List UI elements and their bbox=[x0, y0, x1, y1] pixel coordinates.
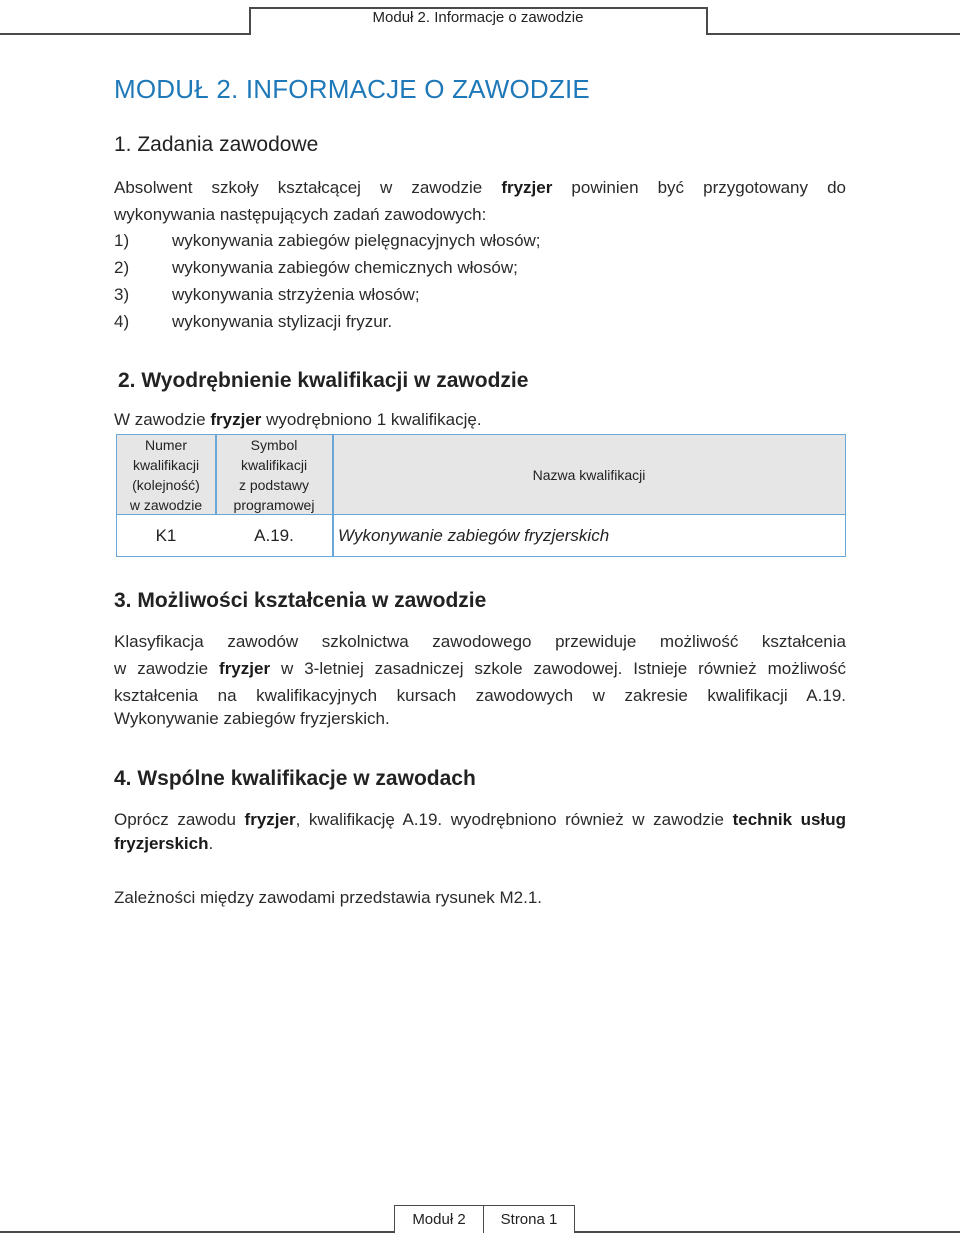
header-title: Moduł 2. Informacje o zawodzie bbox=[372, 9, 584, 26]
section2-number: 2. bbox=[118, 369, 136, 392]
qualifications-table bbox=[116, 434, 846, 557]
section2-intro-text-a: W zawodzie bbox=[114, 410, 206, 429]
header-tab-right-edge bbox=[706, 7, 708, 35]
table-cell-number: K1 bbox=[155, 526, 177, 545]
section3-line3: kształcenia na kwalifikacyjnych kursach zawodowych w zakresie kwalifikacji A.19. bbox=[114, 686, 846, 705]
task-item-2 bbox=[114, 258, 518, 278]
section1-heading: 1. Zadania zawodowe bbox=[114, 133, 319, 156]
section4-line2 bbox=[114, 834, 213, 854]
table-cell-name: Wykonywanie zabiegów fryzjerskich bbox=[338, 526, 610, 545]
header-rule-left bbox=[0, 33, 250, 35]
section2-title: Wyodrębnienie kwalifikacji w zawodzie bbox=[141, 369, 529, 392]
task-item-1 bbox=[114, 231, 541, 251]
section2-heading bbox=[118, 369, 528, 393]
section4-line1-text-a: Oprócz zawodu bbox=[114, 810, 236, 829]
page-title: MODUŁ 2. INFORMACJE O ZAWODZIE bbox=[114, 74, 590, 104]
section3-line1: Klasyfikacja zawodów szkolnictwa zawodowego przewiduje możliwość kształcenia bbox=[114, 632, 846, 651]
section2-intro-text-b: wyodrębniono 1 kwalifikację. bbox=[266, 410, 482, 429]
task-item-number: 2) bbox=[114, 258, 130, 277]
section4-line2-end: . bbox=[208, 834, 214, 853]
section4-heading bbox=[114, 767, 476, 791]
header-cell-line: programowej bbox=[233, 497, 315, 513]
section3-line2 bbox=[114, 655, 846, 682]
section2-intro bbox=[114, 410, 482, 430]
section3-number: 3. bbox=[114, 589, 132, 612]
section1-intro-line2: wykonywania następujących zadań zawodowych: bbox=[114, 205, 487, 224]
section1-intro-text-a: Absolwent szkoły kształcącej w zawodzie bbox=[114, 178, 483, 197]
task-item-text: wykonywania strzyżenia włosów; bbox=[172, 285, 420, 304]
section4-profession-2b: fryzjerskich bbox=[114, 834, 209, 853]
section1-intro-profession: fryzjer bbox=[501, 178, 553, 197]
section4-title: Wspólne kwalifikacje w zawodach bbox=[137, 767, 476, 790]
header-cell-line: w zawodzie bbox=[129, 497, 203, 513]
header-cell-line: Symbol bbox=[250, 437, 298, 453]
task-item-text: wykonywania zabiegów chemicznych włosów; bbox=[172, 258, 518, 277]
header-cell-line: Numer bbox=[144, 437, 187, 453]
section4-closing: Zależności między zawodami przedstawia rysunek M2.1. bbox=[114, 888, 543, 907]
section3-line2-text-a: w zawodzie bbox=[114, 659, 209, 678]
header-cell-line: Nazwa kwalifikacji bbox=[532, 467, 646, 483]
section4-number: 4. bbox=[114, 767, 132, 790]
section1-intro-text-b: powinien być przygotowany do bbox=[571, 178, 846, 197]
section3-line4: Wykonywanie zabiegów fryzjerskich. bbox=[114, 709, 390, 728]
header-cell-symbol bbox=[216, 435, 332, 515]
section1-intro-line1 bbox=[114, 174, 846, 201]
task-item-number: 1) bbox=[114, 231, 130, 250]
section4-line1-text-b: , kwalifikację A.19. wyodrębniono również w zawodzie bbox=[295, 810, 724, 829]
task-item-number: 4) bbox=[114, 312, 130, 331]
section3-heading bbox=[114, 589, 486, 613]
section3-line2-text-b: w 3-letniej zasadniczej szkole zawodowej. Istnieje również możliwość bbox=[281, 659, 846, 678]
header-cell-line: z podstawy bbox=[238, 477, 310, 493]
section3-title: Możliwości kształcenia w zawodzie bbox=[137, 589, 487, 612]
task-item-3 bbox=[114, 285, 420, 305]
header-cell-line: (kolejność) bbox=[132, 477, 200, 493]
task-item-text: wykonywania stylizacji fryzur. bbox=[172, 312, 393, 331]
task-item-number: 3) bbox=[114, 285, 130, 304]
header-cell-number bbox=[117, 435, 215, 515]
task-item-text: wykonywania zabiegów pielęgnacyjnych włosów; bbox=[172, 231, 541, 250]
header-cell-line: kwalifikacji bbox=[240, 457, 308, 473]
section4-profession-2a: technik usług bbox=[732, 810, 846, 829]
table-cell-symbol: A.19. bbox=[254, 526, 294, 545]
section3-profession: fryzjer bbox=[219, 659, 271, 678]
section4-profession: fryzjer bbox=[244, 810, 296, 829]
header-rule-right bbox=[706, 33, 960, 35]
task-item-4 bbox=[114, 312, 392, 332]
header-cell-line: kwalifikacji bbox=[132, 457, 200, 473]
section4-line1 bbox=[114, 806, 846, 833]
header-cell-name bbox=[334, 435, 844, 515]
section2-intro-profession: fryzjer bbox=[210, 410, 262, 429]
footer-module: Moduł 2 bbox=[394, 1205, 484, 1233]
footer-page: Strona 1 bbox=[483, 1205, 575, 1233]
